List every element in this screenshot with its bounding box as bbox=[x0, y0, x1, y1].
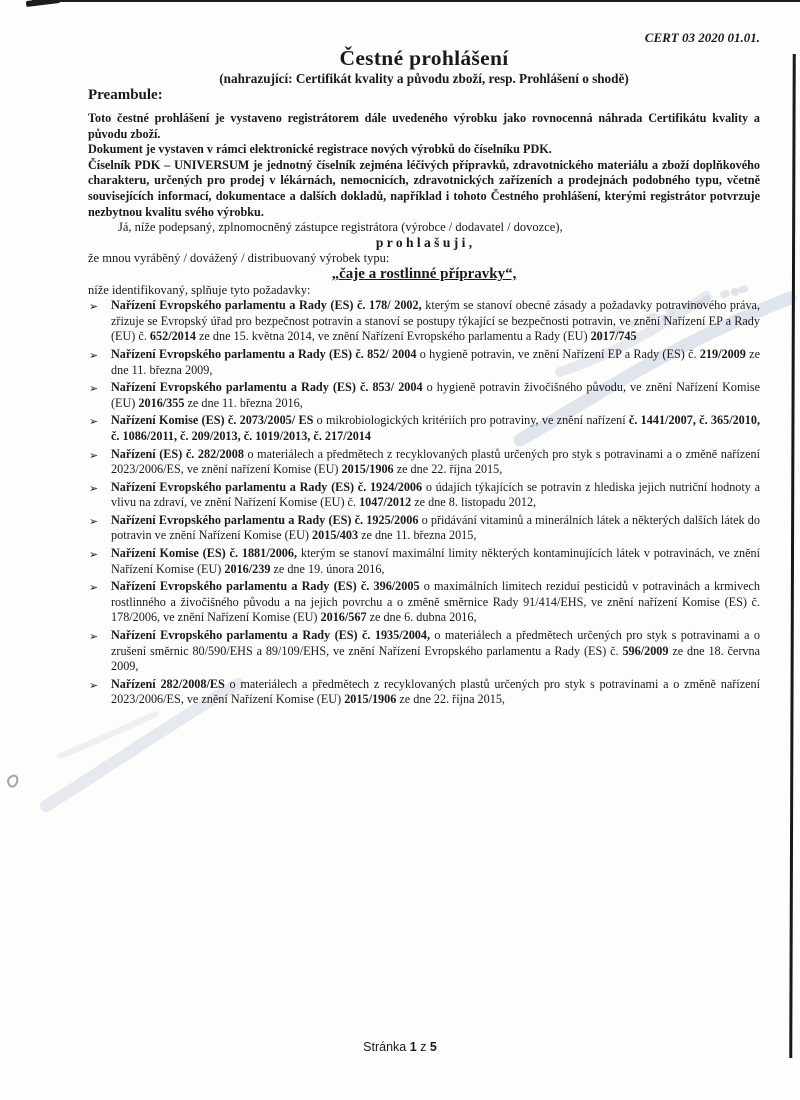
text-segment: kterým se stanoví maximální limity některých kontaminujících látek v potravinách, ve znění Nařízení Komise (EU) bbox=[111, 546, 760, 576]
text-segment: 2016/355 bbox=[138, 395, 185, 410]
preamble-paragraph: Dokument je vystaven v rámci elektronické registrace nových výrobků do číselníku PDK. bbox=[88, 142, 552, 157]
regulation-text bbox=[111, 513, 760, 543]
text-segment: o mikrobiologických kritériích pro potraviny, ve znění nařízení bbox=[313, 413, 629, 428]
arrow-bullet-icon: ➢ bbox=[89, 481, 99, 495]
text-segment: 2016/567 bbox=[320, 610, 367, 625]
text-segment: 596/2009 bbox=[622, 643, 669, 658]
arrow-bullet-icon: ➢ bbox=[89, 300, 99, 314]
text-segment: o maximálních limitech reziduí pesticidů v potravinách a krmivech rostlinného a živočišného původu a na jejich povrchu a o změně směrnice Rady 91/414/EHS, ve znění nařízení Komise (ES) č. 178/2006, ve znění Nařízení Komise (EU) bbox=[111, 579, 760, 625]
text-segment: kterým se stanoví obecné zásady a požadavky potravinového práva, zřizuje se Evropský úřad pro bezpečnost potravin a stanoví se postupy týkající se bezpečnosti potravin, ve znění Nařízení EP a Rady (EU) č. bbox=[111, 298, 760, 344]
declaration-intro: Já, níže podepsaný, zplnomocněný zástupce registrátora (výrobce / dodavatel / dovozce), bbox=[118, 220, 563, 235]
text-segment: ze dne 11. března 2009, bbox=[111, 346, 760, 377]
text-segment: Nařízení Komise (ES) č. 2073/2005/ ES bbox=[111, 413, 314, 428]
regulation-item bbox=[88, 447, 760, 478]
text-segment: Nařízení Evropského parlamentu a Rady (ES) č. 1924/2006 bbox=[111, 479, 423, 494]
text-segment: ze dne 8. listopadu 2012, bbox=[411, 495, 537, 510]
arrow-bullet-icon: ➢ bbox=[89, 382, 99, 396]
arrow-bullet-icon: ➢ bbox=[89, 514, 99, 528]
arrow-bullet-icon: ➢ bbox=[89, 548, 99, 562]
arrow-bullet-icon: ➢ bbox=[89, 678, 99, 692]
regulation-text bbox=[111, 677, 760, 707]
regulation-item bbox=[88, 628, 760, 675]
regulation-text bbox=[111, 579, 760, 624]
regulation-item bbox=[88, 413, 760, 444]
regulation-item bbox=[88, 579, 760, 626]
header-doc-code: CERT 03 2020 01.01. bbox=[644, 30, 760, 45]
text-segment: o údajích týkajících se potravin z hlediska jejich nutriční hodnoty a vlivu na zdraví, ve znění Nařízení Komise (EU) č. bbox=[111, 479, 760, 510]
regulation-item bbox=[88, 298, 760, 345]
regulations-list bbox=[88, 298, 760, 708]
declaration-verb: p r o h l a š u j i , bbox=[375, 235, 473, 251]
text-segment: ze dne 11. března 2015, bbox=[358, 528, 477, 543]
regulation-item bbox=[88, 546, 760, 577]
regulation-text bbox=[111, 480, 760, 510]
regulation-item bbox=[88, 347, 760, 378]
regulation-item bbox=[88, 480, 760, 511]
preamble-paragraph: Toto čestné prohlášení je vystaveno registrátorem dále uvedeného výrobku jako rovnocenná náhrada Certifikátu kvality a původu zboží. bbox=[88, 111, 760, 141]
text-segment: ze dne 22. října 2015, bbox=[393, 462, 503, 477]
text-segment: Nařízení (ES) č. 282/2008 bbox=[111, 446, 244, 461]
text-segment: ze dne 18. června 2009, bbox=[111, 643, 760, 674]
regulation-text bbox=[111, 546, 760, 576]
arrow-bullet-icon: ➢ bbox=[89, 630, 99, 644]
text-segment: 1 bbox=[409, 1040, 417, 1054]
text-segment: 2016/239 bbox=[224, 561, 271, 576]
text-segment: ze dne 15. května 2014, ve znění Nařízení Evropského parlamentu a Rady (EU) bbox=[195, 329, 591, 344]
text-segment: Nařízení Evropského parlamentu a Rady (ES) č. 1925/2006 bbox=[111, 512, 419, 527]
text-segment: Nařízení 282/2008/ES bbox=[111, 676, 225, 691]
text-segment: Nařízení Evropského parlamentu a Rady (ES) č. 853/ 2004 bbox=[111, 380, 423, 395]
regulation-text bbox=[111, 628, 760, 673]
text-segment: 5 bbox=[429, 1040, 437, 1054]
text-segment: Nařízení Evropského parlamentu a Rady (ES) č. 178/ 2002, bbox=[111, 298, 422, 313]
text-segment: 1047/2012 bbox=[359, 495, 412, 510]
arrow-bullet-icon: ➢ bbox=[89, 415, 99, 429]
text-segment: Nařízení Evropského parlamentu a Rady (ES) č. 1935/2004, bbox=[111, 628, 431, 643]
regulation-item bbox=[88, 380, 760, 411]
text-segment: 2015/1906 bbox=[344, 692, 397, 707]
scan-border-top-icon bbox=[32, 0, 800, 2]
text-segment: Nařízení Evropského parlamentu a Rady (ES) č. 852/ 2004 bbox=[111, 346, 417, 361]
text-segment: ze dne 6. dubna 2016, bbox=[366, 610, 477, 625]
document-title: Čestné prohlášení bbox=[339, 46, 509, 70]
regulation-text bbox=[111, 413, 760, 443]
scan-artifact bbox=[8, 776, 17, 787]
text-segment: č. 1441/2007, č. 365/2010, č. 1086/2011, č. 209/2013, č. 1019/2013, č. 217/2014 bbox=[111, 413, 761, 443]
text-segment: o materiálech a předmětech z recyklovaných plastů určených pro styk s potravinami a o změně nařízení 2023/2006/ES, ve znění nařízení Komise (EU) bbox=[111, 446, 761, 477]
text-segment: o hygieně potravin, ve znění Nařízení EP a Rady (ES) č. bbox=[416, 346, 700, 361]
text-segment: o hygieně potravin živočišného původu, ve znění Nařízení Komise (EU) bbox=[111, 380, 760, 410]
text-segment: ze dne 22. října 2015, bbox=[396, 692, 505, 707]
text-segment: o materiálech a předmětech z recyklovaných plastů určených pro styk s potravinami a o změně nařízení 2023/2006/ES, ve znění Nařízení Komise (EU) bbox=[111, 676, 760, 707]
arrow-bullet-icon: ➢ bbox=[89, 581, 99, 595]
regulation-text bbox=[111, 347, 760, 377]
requirements-intro: níže identifikovaný, splňuje tyto požadavky: bbox=[88, 283, 311, 298]
text-segment: 219/2009 bbox=[699, 346, 746, 361]
arrow-bullet-icon: ➢ bbox=[89, 348, 99, 362]
text-segment: Stránka bbox=[363, 1040, 410, 1054]
product-type-line: že mnou vyráběný / dovážený / distribuovaný výrobek typu: bbox=[88, 251, 390, 266]
preamble-paragraph: Číselník PDK – UNIVERSUM je jednotný číselník zejména léčivých přípravků, zdravotnického materiálu a zboží doplňkového charakteru, určených pro prodej v lékárnách, nemocnicích, zdravotnických zařízeních a prodejnách podobného typu, včetně souvisejících informací, dokumentace a dalších dokladů, například i tohoto Čestného prohlášení, kterými registrátor potvrzuje nezbytnou kvalitu svého výrobku. bbox=[88, 157, 760, 219]
text-segment: 2015/1906 bbox=[341, 462, 394, 477]
regulation-item bbox=[88, 513, 760, 544]
text-segment: o materiálech a předmětech určených pro styk s potravinami a o zrušení směrnic 80/590/EHS a 89/109/EHS, ve znění Nařízení Evropského parlamentu a Rady (ES) č. bbox=[111, 628, 760, 658]
text-segment: 652/2014 bbox=[149, 329, 196, 344]
arrow-bullet-icon: ➢ bbox=[89, 448, 99, 462]
text-segment: o přidávání vitaminů a minerálních látek a některých dalších látek do potravin ve znění Nařízení Komise (EU) bbox=[111, 512, 760, 543]
footer-page-number bbox=[0, 1040, 800, 1054]
product-title: „čaje a rostlinné přípravky“, bbox=[331, 266, 517, 283]
preamble-heading: Preambule: bbox=[88, 87, 163, 103]
text-segment: ze dne 19. února 2016, bbox=[270, 561, 385, 576]
regulation-item bbox=[88, 677, 760, 708]
document-subtitle: (nahrazující: Certifikát kvality a původu zboží, resp. Prohlášení o shodě) bbox=[219, 71, 629, 86]
regulation-text bbox=[111, 380, 760, 410]
text-segment: 2015/403 bbox=[312, 528, 359, 543]
text-segment: ze dne 11. března 2016, bbox=[184, 395, 303, 410]
text-segment: Nařízení Evropského parlamentu a Rady (ES) č. 396/2005 bbox=[111, 579, 420, 594]
regulation-text bbox=[111, 298, 760, 343]
regulation-text bbox=[111, 447, 760, 477]
text-segment: 2017/745 bbox=[590, 329, 637, 344]
text-segment: Nařízení Komise (ES) č. 1881/2006, bbox=[111, 546, 298, 561]
text-segment: z bbox=[416, 1040, 430, 1054]
